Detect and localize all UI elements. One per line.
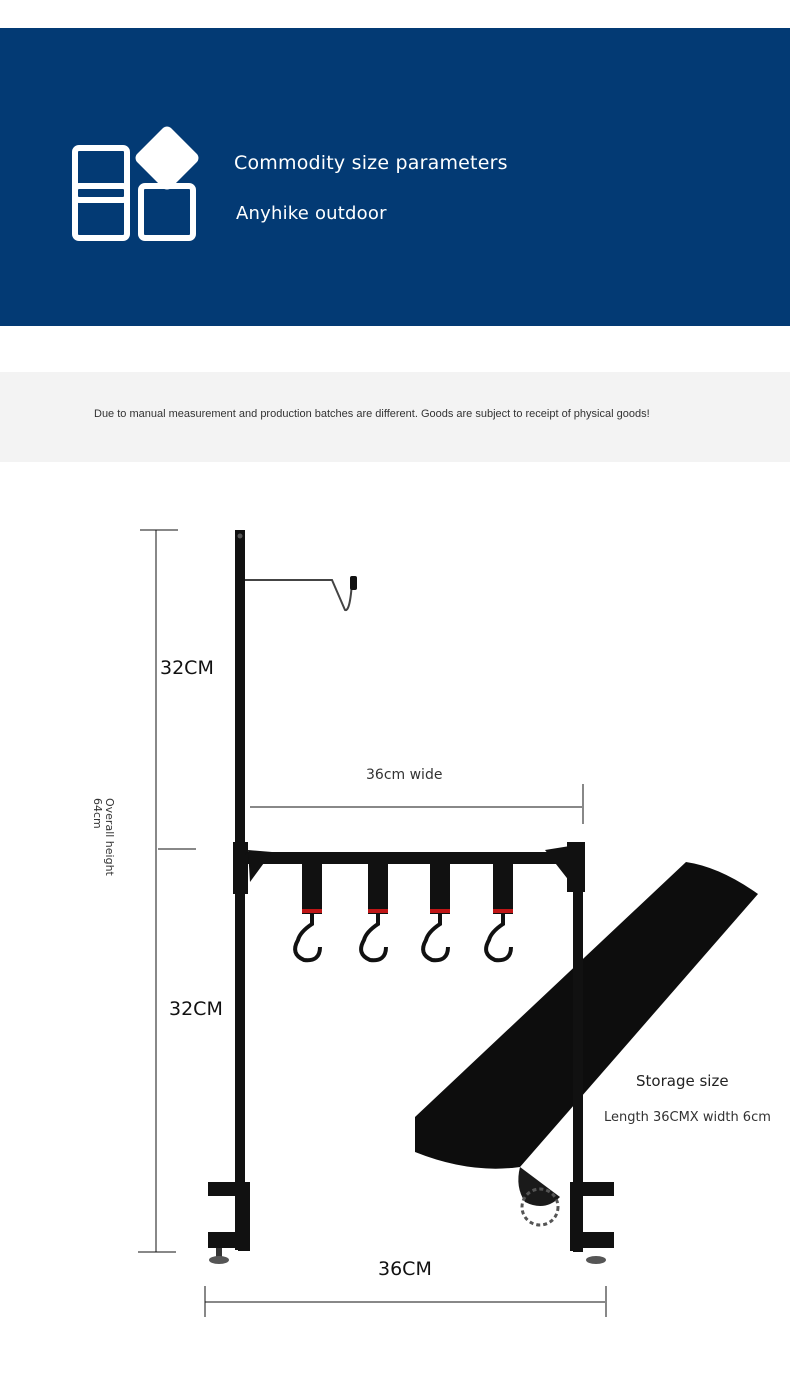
- overall-height-line2: 64cm: [91, 798, 104, 829]
- storage-size-text: Length 36CMX width 6cm: [604, 1110, 771, 1125]
- height-dimension-line: [138, 530, 196, 1252]
- crossbar-dimension-line: [250, 784, 583, 824]
- overall-height-label: [91, 798, 115, 876]
- hook-3: [423, 864, 450, 960]
- notice-strip: [0, 372, 790, 462]
- header-banner: [0, 28, 790, 326]
- crossbar-width-label: 36cm wide: [366, 767, 443, 783]
- hook-1: [295, 864, 322, 960]
- lower-height-label: 32CM: [169, 998, 223, 1020]
- storage-bag: [415, 862, 758, 1225]
- crossbar: [245, 846, 575, 882]
- product-dimension-diagram: [0, 462, 790, 1378]
- notice-text: Due to manual measurement and production batches are different. Goods are subject to receipt of physical goods!: [94, 408, 650, 420]
- hook-4: [486, 864, 513, 960]
- banner-subtitle: Anyhike outdoor: [236, 203, 387, 224]
- grid-diamond-icon: [70, 114, 200, 244]
- upper-height-label: 32CM: [160, 657, 214, 679]
- storage-title: Storage size: [636, 1072, 729, 1090]
- hooks: [295, 864, 513, 960]
- overall-height-line1: Overall height: [103, 798, 116, 876]
- left-pole: [208, 530, 357, 1264]
- base-width-label: 36CM: [378, 1258, 432, 1280]
- lantern-stand-illustration: [0, 462, 790, 1378]
- hook-2: [361, 864, 388, 960]
- base-dimension-line: [205, 1286, 606, 1317]
- banner-title: Commodity size parameters: [234, 152, 508, 174]
